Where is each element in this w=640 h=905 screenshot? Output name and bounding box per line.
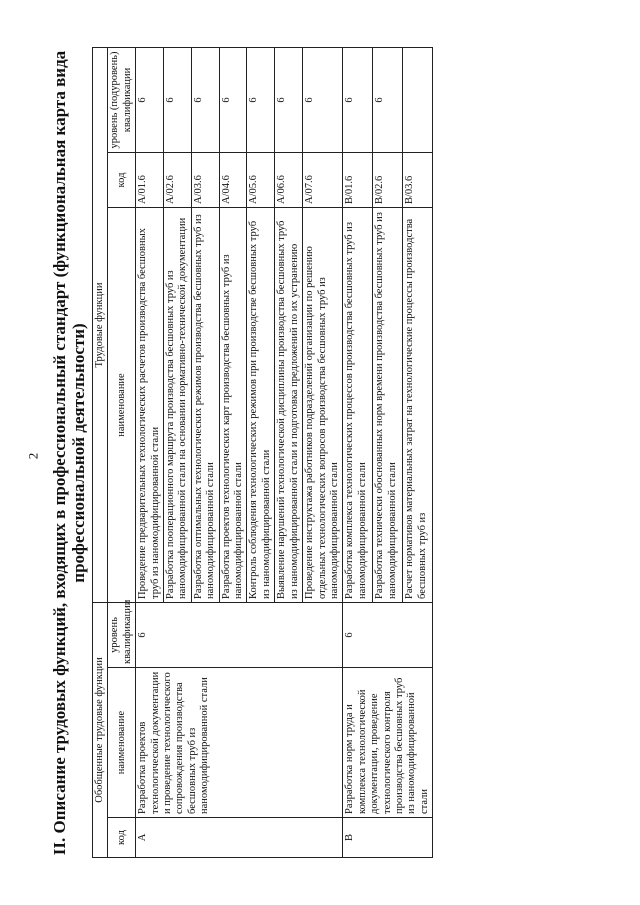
- group-level: 6: [343, 603, 433, 668]
- function-level: 6: [343, 47, 373, 152]
- col-name-header: наименование: [108, 668, 136, 818]
- function-name: Контроль соблюдения технологических режимов при производстве бесшовных труб из наномодифицированной стали: [247, 208, 275, 603]
- function-level: 6: [247, 47, 275, 152]
- section-title: [50, 48, 88, 858]
- function-name: Разработка оптимальных технологических режимов производства бесшовных труб из наномодифицированной стали: [191, 208, 219, 603]
- group-name: Разработка норм труда и комплекса технологической документации, проведение технологического контроля производства бесшовных труб из наномодифицированной стали: [343, 668, 433, 818]
- col-function-code-header: код: [108, 153, 136, 208]
- section-title-line-1: II. Описание трудовых функций, входящих в профессиональный стандарт (функциональная карта вида: [50, 50, 69, 856]
- function-level: 6: [136, 47, 164, 152]
- page-number: 2: [25, 452, 41, 460]
- col-sublevel-header: уровень (подуровень) квалификации: [108, 47, 136, 152]
- function-name: Выявление нарушений технологической дисциплины производства бесшовных труб из наномодифицированной стали и подготовка предложений по их устранению: [275, 208, 303, 603]
- function-code: A/02.6: [164, 153, 192, 208]
- table-row: [343, 47, 373, 857]
- function-level: [403, 47, 433, 152]
- function-code: A/03.6: [191, 153, 219, 208]
- group-code: А: [136, 818, 343, 858]
- landscape-content: [50, 48, 590, 858]
- function-name: Разработка комплекса технологических процессов производства бесшовных труб из наномодифицированной стали: [343, 208, 373, 603]
- function-name: Разработка проектов технологических карт производства бесшовных труб из наномодифицированной стали: [219, 208, 247, 603]
- function-level: 6: [303, 47, 343, 152]
- function-code: B/01.6: [343, 153, 373, 208]
- rotated-page-content: [50, 48, 590, 858]
- function-code: A/07.6: [303, 153, 343, 208]
- function-name: Разработка технически обоснованных норм времени производства бесшовных труб из наномодифицированной стали: [373, 208, 403, 603]
- function-level: 6: [164, 47, 192, 152]
- function-code: A/04.6: [219, 153, 247, 208]
- function-code: B/03.6: [403, 153, 433, 208]
- function-level: 6: [373, 47, 403, 152]
- function-name: Проведение инструктажа работников подразделений организации по решению отдельных технологических вопросов производства бесшовных труб из наномодифицированной стали: [303, 208, 343, 603]
- col-code-header: код: [108, 818, 136, 858]
- function-name: Проведение предварительных технологических расчетов производства бесшовных труб из наномодифицированной стали: [136, 208, 164, 603]
- function-code: A/06.6: [275, 153, 303, 208]
- generalized-functions-header: Обобщенные трудовые функции: [93, 603, 108, 858]
- function-level: 6: [219, 47, 247, 152]
- function-name: Расчет нормативов материальных затрат на технологические процессы производства бесшовных труб из: [403, 208, 433, 603]
- labor-functions-header: Трудовые функции: [93, 47, 108, 602]
- group-code: В: [343, 818, 433, 858]
- col-level-header: уровень квалификации: [108, 603, 136, 668]
- function-code: A/01.6: [136, 153, 164, 208]
- group-level: 6: [136, 603, 343, 668]
- function-level: 6: [191, 47, 219, 152]
- function-code: B/02.6: [373, 153, 403, 208]
- table-row: [136, 47, 164, 857]
- function-code: A/05.6: [247, 153, 275, 208]
- function-level: 6: [275, 47, 303, 152]
- section-title-line-2: профессиональной деятельности): [69, 323, 88, 583]
- function-name: Разработка пооперационного маршрута производства бесшовных труб из наномодифицированной стали на основании нормативно-технической документации: [164, 208, 192, 603]
- col-function-name-header: наименование: [108, 208, 136, 603]
- group-name: Разработка проектов технологической документации и проведение технологического сопровождения производства бесшовных труб из наномодифицированной стали: [136, 668, 343, 818]
- functional-map-table: [92, 47, 433, 858]
